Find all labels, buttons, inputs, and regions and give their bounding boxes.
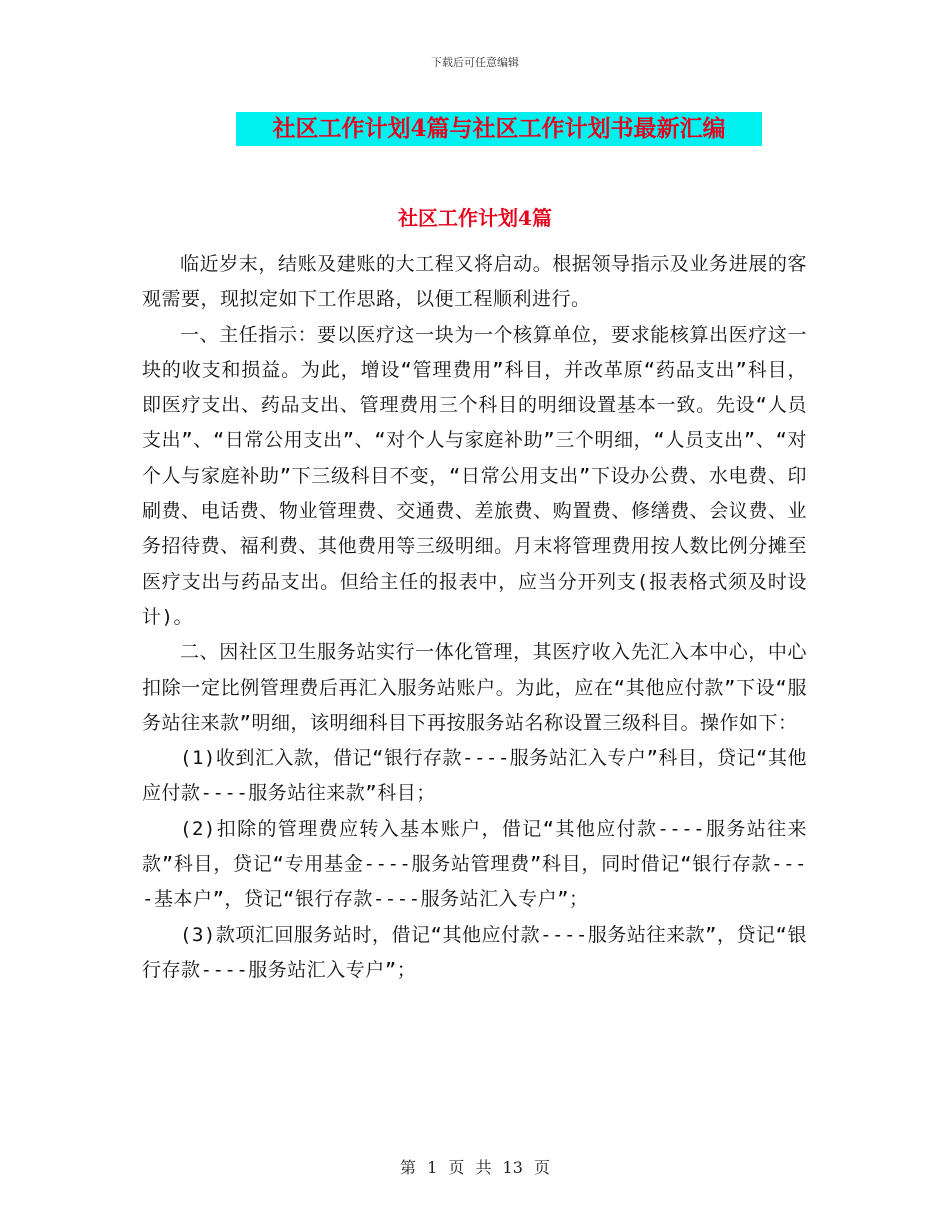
paragraph-step-3: (3)款项汇回服务站时，借记“其他应付款----服务站往来款”，贷记“银行存款----服务站汇入专户”； [142,923,807,981]
paragraph-item-2: 二、因社区卫生服务站实行一体化管理，其医疗收入先汇入本中心，中心扣除一定比例管理费后再汇入服务站账户。为此，应在“其他应付款”下设“服务站往来款”明细，该明细科目下再按服务站名称设置三级科目。操作如下： [142,641,807,734]
paragraph-step-2: (2)扣除的管理费应转入基本账户，借记“其他应付款----服务站往来款”科目，贷记“专用基金----服务站管理费”科目，同时借记“银行存款----基本户”，贷记“银行存款----服务站汇入专户”； [142,817,807,911]
paragraph-intro: 临近岁末，结账及建账的大工程又将启动。根据领导指示及业务进展的客观需要，现拟定如下工作思路，以便工程顺利进行。 [142,253,807,311]
document-body [142,247,807,988]
header-note: 下载后可任意编辑 [431,56,519,69]
page-number: 第 1 页 共 13 页 [400,1158,550,1177]
paragraph-item-1: 一、主任指示：要以医疗这一块为一个核算单位，要求能核算出医疗这一块的收支和损益。为此，增设“管理费用”科目，并改革原“药品支出”科目，即医疗支出、药品支出、管理费用三个科目的明细设置基本一致。先设“人员支出”、“日常公用支出”、“对个人与家庭补助”三个明细，“人员支出”、“对个人与家庭补助”下三级科目不变，“日常公用支出”下设办公费、水电费、印刷费、电话费、物业管理费、交通费、差旅费、购置费、修缮费、会议费、业务招待费、福利费、其他费用等三级明细。月末将管理费用按人数比例分摊至医疗支出与药品支出。但给主任的报表中，应当分开列支(报表格式须及时设计)。 [142,323,807,628]
paragraph-step-1: (1)收到汇入款，借记“银行存款----服务站汇入专户”科目，贷记“其他应付款----服务站往来款”科目； [142,747,807,805]
document-title: 社区工作计划4篇与社区工作计划书最新汇编 [236,112,762,146]
section-title: 社区工作计划4篇 [398,206,552,230]
